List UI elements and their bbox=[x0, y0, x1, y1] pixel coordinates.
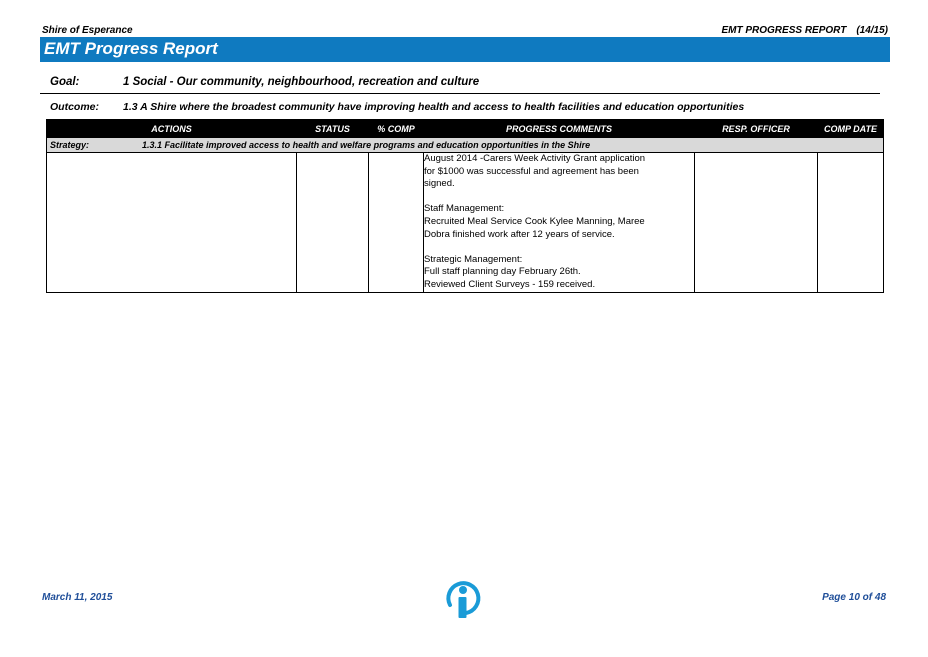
page-title: EMT Progress Report bbox=[44, 39, 218, 58]
header-status: STATUS bbox=[297, 120, 369, 138]
comp-date-cell bbox=[818, 153, 884, 293]
percent-comp-cell bbox=[369, 153, 424, 293]
goal-row bbox=[50, 76, 479, 88]
goal-text: 1 Social - Our community, neighbourhood, recreation and culture bbox=[123, 76, 480, 88]
report-name: EMT PROGRESS REPORT bbox=[721, 25, 847, 36]
comment-line: Reviewed Client Surveys - 159 received. bbox=[424, 278, 596, 290]
shire-logo-icon bbox=[442, 579, 488, 624]
footer-page-number: Page 10 of 48 bbox=[822, 592, 886, 603]
comment-line: August 2014 -Carers Week Activity Grant application bbox=[424, 153, 646, 164]
status-cell bbox=[297, 153, 369, 293]
comment-line: Dobra finished work after 12 years of service. bbox=[424, 228, 615, 240]
report-page: (14/15) bbox=[856, 25, 888, 36]
comment-line: Staff Management: bbox=[424, 203, 505, 215]
header-comp-date: COMP DATE bbox=[818, 120, 884, 138]
goal-divider bbox=[40, 93, 880, 94]
table-row bbox=[47, 153, 884, 293]
comment-gap bbox=[424, 191, 694, 204]
goal-label: Goal: bbox=[50, 76, 80, 88]
outcome-text: 1.3 A Shire where the broadest community have improving health and access to health facilities and education opportunities bbox=[123, 101, 745, 113]
header-resp-officer: RESP. OFFICER bbox=[695, 120, 818, 138]
outcome-row bbox=[50, 101, 744, 113]
action-cell bbox=[47, 153, 297, 293]
progress-comments-cell bbox=[424, 153, 695, 293]
comment-line: signed. bbox=[424, 178, 455, 190]
report-tag bbox=[721, 25, 888, 36]
comment-line: for $1000 was successful and agreement has been bbox=[424, 165, 639, 177]
strategy-text: 1.3.1 Facilitate improved access to health and welfare programs and education opportunities in the Shire bbox=[142, 140, 591, 150]
footer-date: March 11, 2015 bbox=[42, 592, 113, 603]
comment-line: Recruited Meal Service Cook Kylee Manning, Maree bbox=[424, 215, 645, 227]
strategy-label: Strategy: bbox=[50, 140, 90, 150]
comment-line: Full staff planning day February 26th. bbox=[424, 266, 581, 278]
table-header-row bbox=[47, 120, 884, 138]
outcome-label: Outcome: bbox=[50, 101, 100, 113]
strategy-cell bbox=[47, 138, 884, 153]
actions-table bbox=[46, 119, 884, 293]
organization-name: Shire of Esperance bbox=[42, 25, 133, 36]
shire-logo-svg bbox=[442, 579, 488, 619]
title-bar bbox=[40, 37, 890, 62]
header-actions: ACTIONS bbox=[47, 120, 297, 138]
comment-line: Strategic Management: bbox=[424, 253, 523, 265]
resp-officer-cell bbox=[695, 153, 818, 293]
strategy-row bbox=[47, 138, 884, 153]
comment-gap bbox=[424, 241, 694, 254]
header-progress-comments: PROGRESS COMMENTS bbox=[424, 120, 695, 138]
header-percent-comp: % COMP bbox=[369, 120, 424, 138]
